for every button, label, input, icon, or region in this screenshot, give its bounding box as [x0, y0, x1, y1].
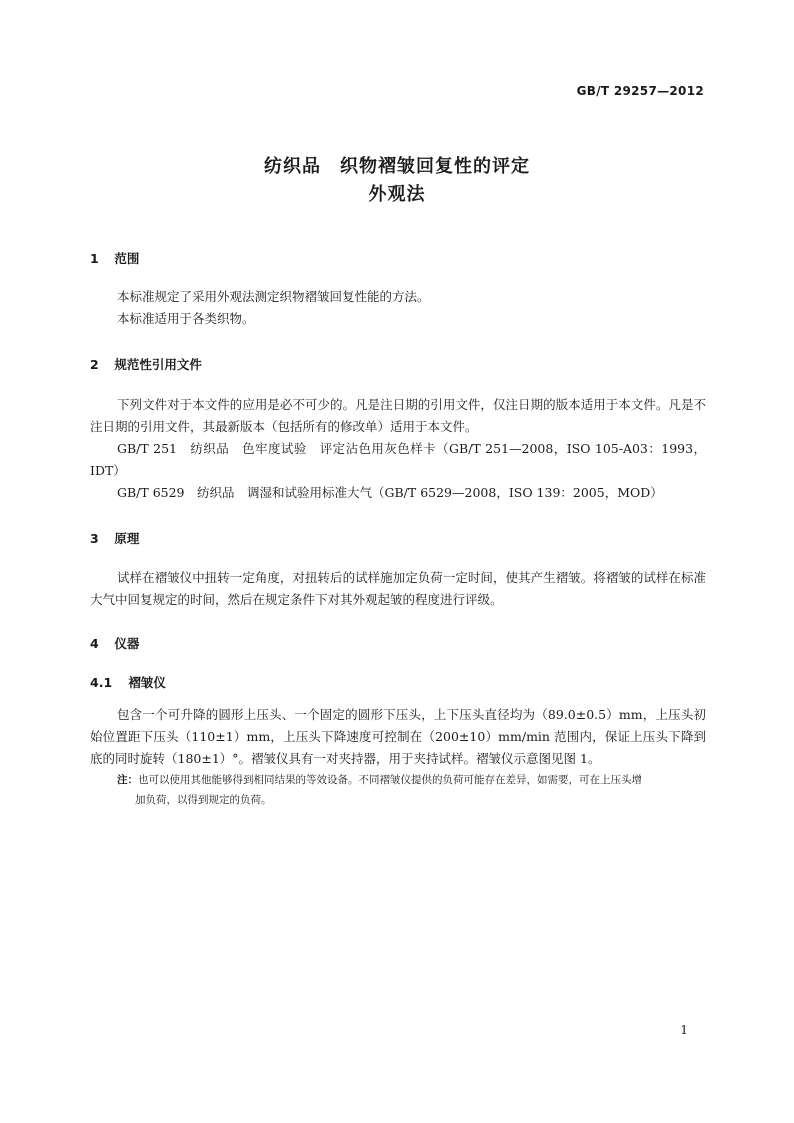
- subsection-number: 4.1: [90, 675, 113, 690]
- subsection-title: 褶皱仪: [128, 675, 166, 690]
- section-body-scope: [90, 286, 706, 330]
- note-continuation: 加负荷，以得到规定的负荷。: [135, 794, 272, 806]
- section-number: 4: [90, 636, 99, 651]
- section-heading-principle: [90, 529, 139, 547]
- section-body-principle: [90, 567, 706, 611]
- paragraph: 本标准规定了采用外观法测定织物褶皱回复性能的方法。: [117, 289, 430, 304]
- section-heading-apparatus: [90, 634, 139, 652]
- paragraph: 本标准适用于各类织物。: [117, 311, 255, 326]
- section-number: 1: [90, 251, 99, 266]
- note-block: [117, 770, 706, 810]
- note-label: 注：: [117, 774, 138, 786]
- note-text: 也可以使用其他能够得到相同结果的等效设备。不同褶皱仪提供的负荷可能存在差异，如需要，可在上压头增: [138, 774, 642, 786]
- section-heading-scope: [90, 249, 139, 267]
- section-heading-normative-refs: [90, 355, 202, 373]
- section-number: 2: [90, 357, 99, 372]
- paragraph: 下列文件对于本文件的应用是必不可少的。凡是注日期的引用文件，仅注日期的版本适用于本文件。凡是不注日期的引用文件，其最新版本（包括所有的修改单）适用于本文件。: [90, 397, 706, 434]
- paragraph: 包含一个可升降的圆形上压头、一个固定的圆形下压头，上下压头直径均为（89.0±0.5）mm，上压头初始位置距下压头（110±1）mm，上压头下降速度可控制在（200±10）mm/min 范围内，保证上压头下降到底的同时旋转（180±1）°。褶皱仪具有一对夹持器，用于夹持试样。褶皱仪示意图见图 1。: [90, 707, 706, 766]
- section-title: 规范性引用文件: [114, 357, 202, 372]
- section-body-normative-refs: [90, 394, 706, 504]
- standard-code: GB/T 29257—2012: [576, 84, 704, 98]
- reference-item: GB/T 6529 纺织品 调湿和试验用标准大气（GB/T 6529—2008，ISO 139：2005，MOD）: [117, 485, 663, 500]
- page-number: 1: [680, 1023, 688, 1037]
- section-title: 原理: [114, 531, 140, 546]
- section-number: 3: [90, 531, 99, 546]
- section-title: 仪器: [114, 636, 140, 651]
- subsection-body-crease-tester: [90, 704, 706, 770]
- subsection-heading-crease-tester: [90, 673, 166, 691]
- document-subtitle: 外观法: [368, 184, 426, 205]
- reference-item: GB/T 251 纺织品 色牢度试验 评定沾色用灰色样卡（GB/T 251—2008，ISO 105-A03：1993，IDT）: [90, 441, 706, 478]
- section-title: 范围: [114, 251, 140, 266]
- document-title: 纺织品 织物褶皱回复性的评定: [264, 156, 530, 177]
- paragraph: 试样在褶皱仪中扭转一定角度，对扭转后的试样施加定负荷一定时间，使其产生褶皱。将褶皱的试样在标准大气中回复规定的时间，然后在规定条件下对其外观起皱的程度进行评级。: [90, 570, 706, 607]
